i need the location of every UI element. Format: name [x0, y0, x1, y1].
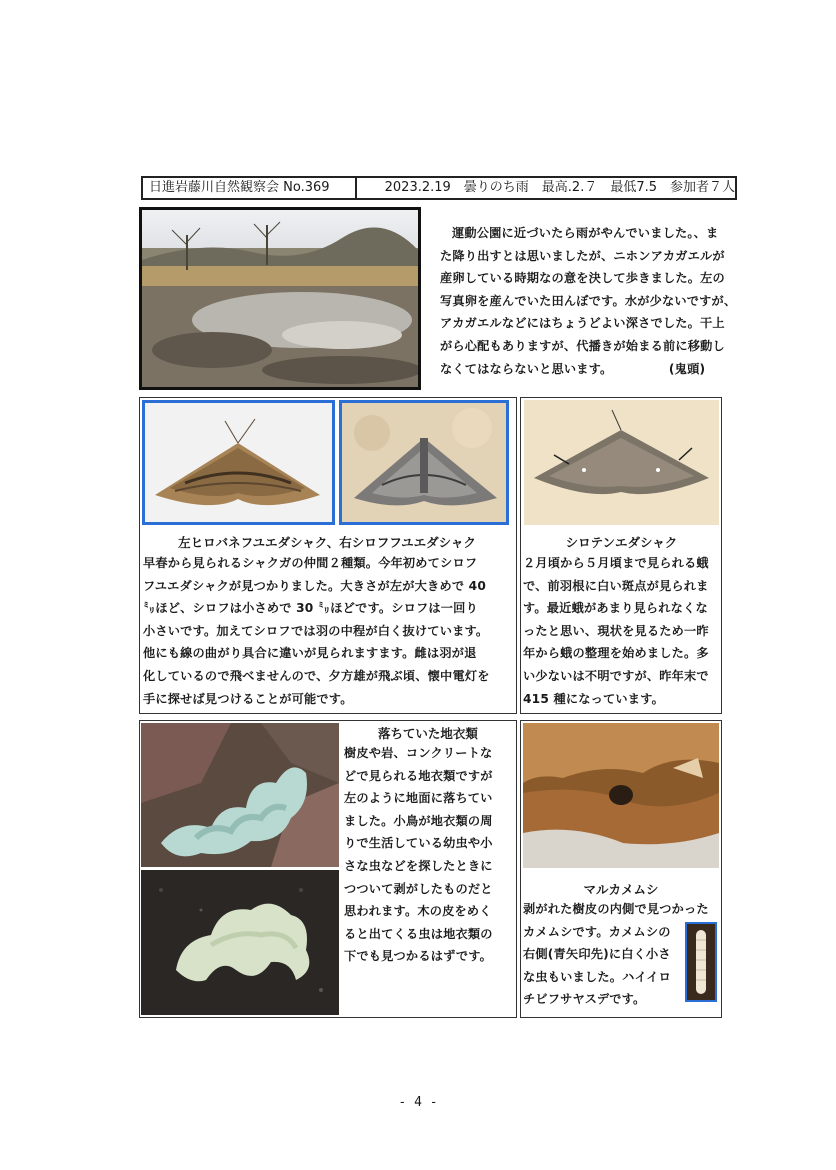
text-line-end: なくてはならないと思います。 — [440, 361, 613, 376]
page-number: - 4 - — [398, 1095, 438, 1110]
text-line: い少ないは不明ですが、昨年末で — [523, 668, 709, 683]
text-line: つついて剥がしたものだと — [344, 881, 493, 896]
text-line: 年から蛾の整理を始めました。多 — [523, 646, 709, 661]
text-line: りで生活している幼虫や小 — [344, 836, 493, 851]
rice-field-photo — [139, 207, 421, 390]
text-line: ２月頃から５月頃まで見られる蛾 — [523, 556, 709, 570]
text-line: で、前羽根に白い斑点が見られま — [523, 578, 709, 593]
lichen-ground-photo — [141, 870, 339, 1015]
text-line: た降り出すとは思いましたが、ニホンアカガエルが — [440, 248, 725, 263]
header-bar — [141, 176, 737, 200]
text-line: フユエダシャクが見つかりました。大きさが左が大きめで 40 — [143, 578, 487, 593]
sec1-text — [440, 222, 740, 380]
text-line: 小さいです。加えてシロフでは羽の中程が白く抜けています。 — [143, 623, 489, 638]
text-line: 左のように地面に落ちてい — [344, 791, 493, 806]
text-line: ったと思い、現状を見るため一昨 — [523, 623, 709, 638]
sec3-text — [523, 552, 723, 710]
text-line: ると出てくる虫は地衣類の — [344, 926, 493, 941]
sec5-caption: マルカメムシ — [583, 882, 659, 897]
text-line: ㍉ほど、シロフは小さめで 30 ㍉ほどです。シロフは一回り — [143, 601, 478, 616]
text-line: 写真卵を産んでいた田んぼです。水が少ないですが、 — [440, 293, 737, 308]
sec3-caption: シロテンエダシャク — [565, 535, 678, 550]
hirobane-moth-photo — [142, 400, 335, 525]
text-line: がら心配もありますが、代播きが始まる前に移動し — [440, 338, 725, 353]
text-line: さな虫などを探したときに — [344, 858, 493, 873]
stink-bug-photo — [523, 723, 719, 868]
org-title: 日進岩藤川自然観察会 No.369 — [143, 178, 357, 198]
text-line: 下でも見つかるはずです。 — [344, 949, 493, 964]
text-line: 運動公園に近づいたら雨がやんでいました。、ま — [452, 226, 719, 240]
lichen-leaves-photo — [141, 723, 339, 867]
sec2-caption: 左ヒロバネフユエダシャク、右シロフフユエダシャク — [178, 535, 476, 550]
sec4-caption: 落ちていた地衣類 — [378, 726, 478, 741]
text-line: 右側(青矢印先)に白く小さ — [523, 947, 671, 962]
sec2-text — [143, 552, 515, 710]
text-line: す。最近蛾があまり見られなくな — [523, 601, 708, 616]
text-line: 415 種になっています。 — [523, 691, 664, 706]
text-line: 思われます。木の皮をめく — [344, 904, 492, 919]
text-line: 剥がれた樹皮の内側で見つかった — [523, 902, 709, 916]
millipede-inset-photo — [685, 922, 717, 1002]
text-line: 手に探せば見つけることが可能です。 — [143, 691, 353, 706]
text-line: どで見られる地衣類ですが — [344, 768, 493, 783]
text-line: 化しているので飛べませんので、夕方雄が飛ぶ頃、懐中電灯を — [143, 668, 490, 683]
text-line: カメムシです。カメムシの — [523, 924, 671, 939]
text-line: 早春から見られるシャクガの仲間２種類。今年初めてシロフ — [143, 556, 478, 570]
shirofu-moth-photo — [339, 400, 509, 525]
text-line: な虫もいました。ハイイロ — [523, 969, 672, 984]
text-line: 樹皮や岩、コンクリートな — [344, 746, 493, 760]
text-line: 産卵している時期なの意を決して歩きました。左の — [440, 271, 725, 286]
observation-meta: 2023.2.19 曇りのち雨 最高.2.７ 最低7.5 参加者７人 — [384, 180, 735, 195]
sec4-text — [344, 742, 516, 968]
text-line: 他にも線の曲がり具合に違いが見られますます。雌は羽が退 — [143, 646, 477, 661]
text-line — [440, 358, 740, 381]
text-line: ました。小鳥が地衣類の周 — [344, 813, 493, 828]
text-line: チビフサヤスデです。 — [523, 992, 646, 1007]
author-credit: (鬼頭) — [668, 361, 706, 376]
shiroten-moth-photo — [524, 400, 719, 525]
text-line: アカガエルなどにはちょうどよい深さでした。干上 — [440, 316, 725, 331]
